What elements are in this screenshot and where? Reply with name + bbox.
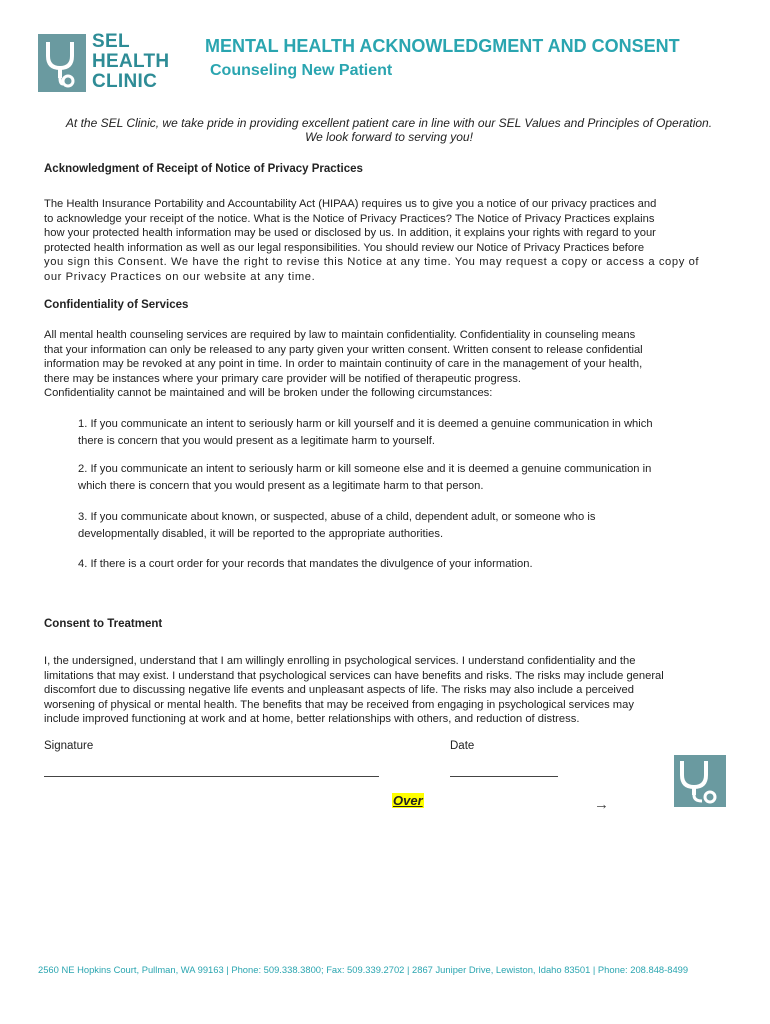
confidentiality-paragraph <box>44 328 734 401</box>
paragraph-line: discomfort due to discussing negative life events and unpleasant aspects of life. The risks may also include a perceived <box>44 684 634 697</box>
paragraph-line: our Privacy Practices on our website at any time. <box>44 270 316 283</box>
logo-wordmark <box>92 32 169 92</box>
paragraph-line: you sign this Consent. We have the right to revise this Notice at any time. You may request a copy or access a copy of <box>44 256 700 269</box>
item-line: 2. If you communicate an intent to seriously harm or kill someone else and it is deemed a genuine communication in <box>78 463 652 475</box>
logo-line: CLINIC <box>92 71 158 92</box>
document-subtitle: Counseling New Patient <box>210 62 393 79</box>
sel-health-clinic-logo <box>38 31 178 92</box>
signature-label: Signature <box>44 740 94 752</box>
footer-contact: 2560 NE Hopkins Court, Pullman, WA 99163 | Phone: 509.338.3800; Fax: 509.339.2702 | 2867 Juniper Drive, Lewiston, Idaho 83501 | Phone: 208.848-8499 <box>38 964 689 975</box>
stethoscope-corner-icon <box>674 755 726 807</box>
consent-heading: Consent to Treatment <box>44 618 163 630</box>
confidentiality-heading: Confidentiality of Services <box>44 299 189 311</box>
item-line: 4. If there is a court order for your records that mandates the divulgence of your information. <box>78 558 533 570</box>
logo-line: HEALTH <box>92 51 170 72</box>
signature-line[interactable] <box>44 776 379 777</box>
paragraph-line: include improved functioning at work and at home, better relationships with others, and reduction of distress. <box>44 713 580 726</box>
paragraph-line: All mental health counseling services are required by law to maintain confidentiality. Confidentiality in counseling means <box>44 329 636 341</box>
consent-paragraph <box>44 654 734 727</box>
privacy-paragraph <box>44 197 734 285</box>
date-line[interactable] <box>450 776 558 777</box>
intro-line: We look forward to serving you! <box>305 130 473 144</box>
paragraph-line: information may be revoked at any point in time. In order to maintain continuity of care in the management of your health, <box>44 358 643 371</box>
confidentiality-item-4 <box>78 556 738 573</box>
over-link[interactable]: Over <box>393 793 423 808</box>
item-line: 1. If you communicate an intent to seriously harm or kill yourself and it is deemed a genuine communication in which <box>78 418 653 430</box>
paragraph-line: that your information can only be released to any party given your written consent. Written consent to release confidential <box>44 343 643 356</box>
confidentiality-item-3 <box>78 509 738 543</box>
paragraph-line: there may be instances where your primary care provider will be notified of therapeutic progress. <box>44 372 521 385</box>
privacy-heading: Acknowledgment of Receipt of Notice of Privacy Practices <box>44 163 363 175</box>
item-line: there is concern that you would present as a legitimate harm to yourself. <box>78 435 435 447</box>
paragraph-line: to acknowledge your receipt of the notice. What is the Notice of Privacy Practices? The Notice of Privacy Practices explains <box>44 212 655 225</box>
item-line: 3. If you communicate about known, or suspected, abuse of a child, dependent adult, or someone who is <box>78 511 596 523</box>
logo-line: SEL <box>92 31 130 52</box>
confidentiality-item-2 <box>78 461 738 495</box>
date-label: Date <box>450 740 475 752</box>
stethoscope-logo-icon <box>38 34 86 92</box>
intro-line: At the SEL Clinic, we take pride in providing excellent patient care in line with our SEL Values and Principles of Operation. <box>65 116 713 130</box>
paragraph-line: how your protected health information may be used or disclosed by us. In addition, it explains your rights with regard to your <box>44 227 656 240</box>
confidentiality-item-1 <box>78 416 738 450</box>
item-line: developmentally disabled, it will be reported to the appropriate authorities. <box>78 528 444 540</box>
document-title: MENTAL HEALTH ACKNOWLEDGMENT AND CONSENT <box>205 36 680 56</box>
paragraph-line: limitations that may exist. I understand that psychological services can have benefits and risks. The risks may include general <box>44 669 664 682</box>
item-line: which there is concern that you would present as a legitimate harm to that person. <box>78 480 484 492</box>
next-page-arrow-icon[interactable]: → <box>594 796 609 813</box>
paragraph-line: worsening of physical or mental health. The benefits that may be received from engaging in psychological services may <box>44 698 634 711</box>
paragraph-line: I, the undersigned, understand that I am willingly enrolling in psychological services. I understand confidentiality and the <box>44 655 636 667</box>
paragraph-line: protected health information as well as our legal responsibilities. You should review our Notice of Privacy Practices before <box>44 241 645 254</box>
paragraph-line: Confidentiality cannot be maintained and will be broken under the following circumstances: <box>44 387 493 400</box>
intro-statement <box>44 116 734 144</box>
paragraph-line: The Health Insurance Portability and Accountability Act (HIPAA) requires us to give you a notice of our privacy practices and <box>44 198 657 210</box>
